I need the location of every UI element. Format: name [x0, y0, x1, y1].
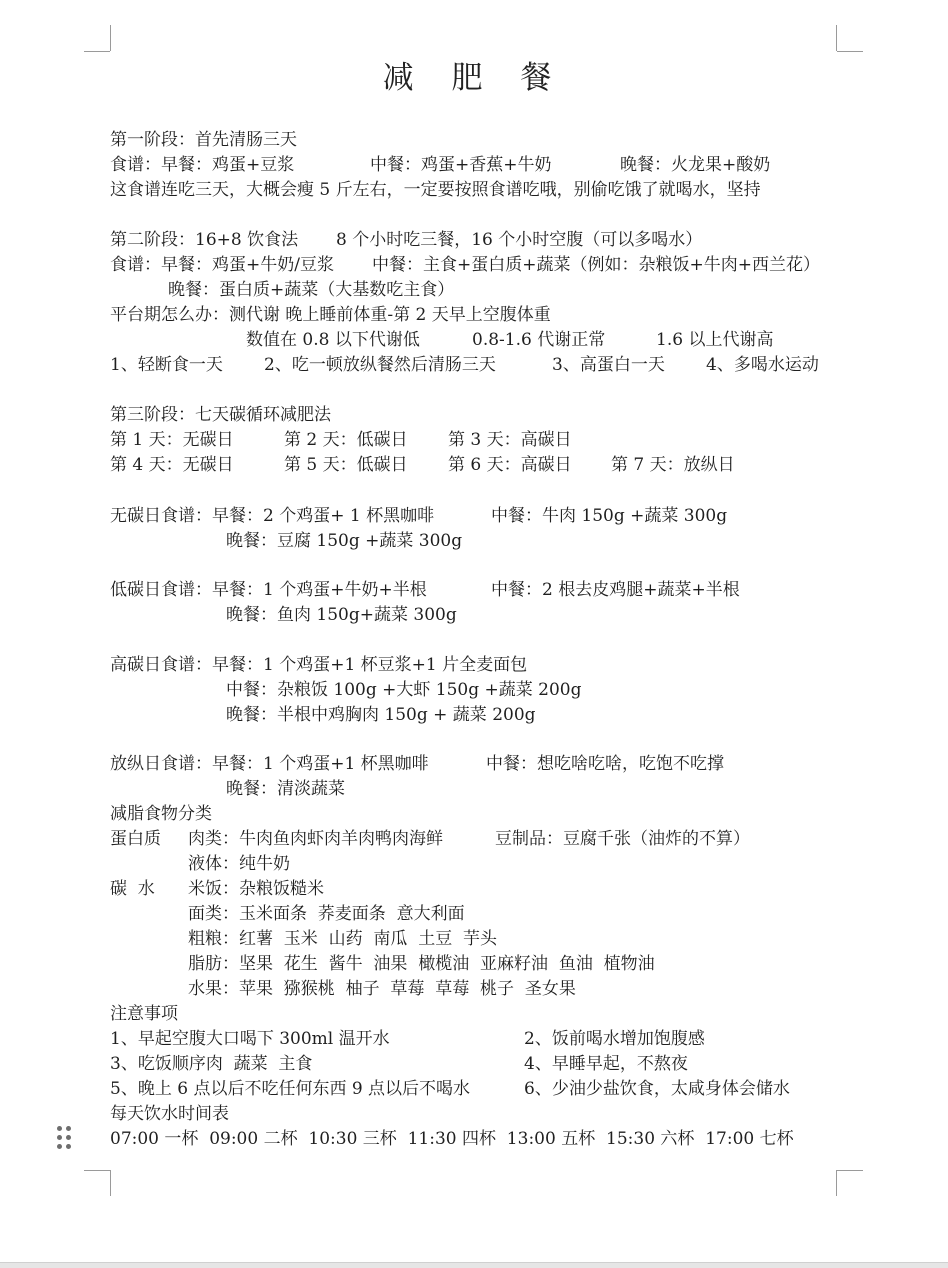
lowcarb-lunch: 中餐：2 根去皮鸡腿+蔬菜+半根	[491, 580, 740, 600]
highcarb-dinner: 晚餐：半根中鸡胸肉 150g + 蔬菜 200g	[226, 705, 536, 725]
note-4: 4、早睡早起，不熬夜	[524, 1054, 688, 1074]
stage2-heading: 第二阶段：16+8 饮食法	[110, 230, 299, 250]
foods-rice: 米饭：杂粮饭糙米	[188, 879, 324, 899]
crop-mark-bl-v	[110, 1170, 111, 1196]
water-schedule: 07:00 一杯 09:00 二杯 10:30 三杯 11:30 四杯 13:00 五杯 15:30 六杯 17:00 七杯	[110, 1129, 794, 1149]
notes-heading: 注意事项	[110, 1004, 178, 1024]
note-3: 3、吃饭顺序肉 蔬菜 主食	[110, 1054, 313, 1074]
stage2-breakfast: 食谱：早餐：鸡蛋+牛奶/豆浆	[110, 255, 334, 275]
stage2-tip1: 1、轻断食一天	[110, 355, 223, 375]
freeday-lunch: 中餐：想吃啥吃啥，吃饱不吃撑	[486, 754, 724, 774]
foods-noodle: 面类：玉米面条 荞麦面条 意大利面	[188, 904, 465, 924]
stage3-day7: 第 7 天：放纵日	[611, 455, 735, 475]
stage2-plateau: 平台期怎么办：测代谢 晚上睡前体重-第 2 天早上空腹体重	[110, 305, 551, 325]
stage3-day4: 第 4 天：无碳日	[110, 455, 234, 475]
note-6: 6、少油少盐饮食，太咸身体会储水	[524, 1079, 790, 1099]
stage1-breakfast: 食谱：早餐：鸡蛋+豆浆	[110, 155, 295, 175]
freeday-dinner: 晚餐：清淡蔬菜	[226, 779, 345, 799]
lowcarb-dinner: 晚餐：鱼肉 150g+蔬菜 300g	[226, 605, 457, 625]
foods-grain: 粗粮：红薯 玉米 山药 南瓜 土豆 芋头	[188, 929, 498, 949]
stage2-heading-tail: 8 个小时吃三餐，16 个小时空腹（可以多喝水）	[336, 230, 703, 250]
stage2-lunch: 中餐：主食+蛋白质+蔬菜（例如：杂粮饭+牛肉+西兰花）	[372, 255, 820, 275]
stage3-day6: 第 6 天：高碳日	[448, 455, 572, 475]
stage3-heading: 第三阶段：七天碳循环减肥法	[110, 405, 331, 425]
stage2-dinner: 晚餐：蛋白质+蔬菜（大基数吃主食）	[168, 280, 455, 300]
stage1-heading: 第一阶段：首先清肠三天	[110, 130, 297, 150]
stage2-tip3: 3、高蛋白一天	[552, 355, 665, 375]
nocarb-lunch: 中餐：牛肉 150g +蔬菜 300g	[491, 506, 728, 526]
foods-protein-label: 蛋白质	[110, 829, 161, 849]
note-5: 5、晚上 6 点以后不吃任何东西 9 点以后不喝水	[110, 1079, 471, 1099]
note-1: 1、早起空腹大口喝下 300ml 温开水	[110, 1029, 390, 1049]
stage3-day5: 第 5 天：低碳日	[284, 455, 408, 475]
stage3-day1: 第 1 天：无碳日	[110, 430, 234, 450]
freeday-breakfast: 放纵日食谱：早餐：1 个鸡蛋+1 杯黑咖啡	[110, 754, 429, 774]
foods-carb-label: 碳 水	[110, 879, 155, 899]
foods-soy: 豆制品：豆腐千张（油炸的不算）	[495, 829, 750, 849]
highcarb-lunch: 中餐：杂粮饭 100g +大虾 150g +蔬菜 200g	[226, 680, 582, 700]
foods-liquid: 液体：纯牛奶	[188, 854, 290, 874]
stage2-tip2: 2、吃一顿放纵餐然后清肠三天	[264, 355, 496, 375]
foods-fat: 脂肪：坚果 花生 酱牛 油果 橄榄油 亚麻籽油 鱼油 植物油	[188, 954, 655, 974]
foods-heading: 减脂食物分类	[110, 804, 212, 824]
nocarb-breakfast: 无碳日食谱：早餐：2 个鸡蛋+ 1 杯黑咖啡	[110, 506, 435, 526]
crop-mark-tl-v	[110, 25, 111, 51]
page-bottom-edge	[0, 1262, 948, 1268]
stage2-value-mid: 0.8-1.6 代谢正常	[472, 330, 606, 350]
stage2-value-low: 数值在 0.8 以下代谢低	[246, 330, 420, 350]
stage3-day3: 第 3 天：高碳日	[448, 430, 572, 450]
foods-fruit: 水果：苹果 猕猴桃 柚子 草莓 草莓 桃子 圣女果	[188, 979, 576, 999]
highcarb-breakfast: 高碳日食谱：早餐：1 个鸡蛋+1 杯豆浆+1 片全麦面包	[110, 655, 528, 675]
stage2-value-high: 1.6 以上代谢高	[656, 330, 774, 350]
crop-mark-bl-h	[84, 1170, 110, 1171]
paragraph-drag-handle-icon[interactable]	[57, 1126, 71, 1150]
water-heading: 每天饮水时间表	[110, 1104, 229, 1124]
crop-mark-tr-h	[837, 51, 863, 52]
stage3-day2: 第 2 天：低碳日	[284, 430, 408, 450]
crop-mark-br-h	[837, 1170, 863, 1171]
lowcarb-breakfast: 低碳日食谱：早餐：1 个鸡蛋+牛奶+半根	[110, 580, 427, 600]
note-2: 2、饭前喝水增加饱腹感	[524, 1029, 705, 1049]
crop-mark-tl-h	[84, 51, 110, 52]
crop-mark-tr-v	[836, 25, 837, 51]
stage1-note: 这食谱连吃三天，大概会瘦 5 斤左右，一定要按照食谱吃哦，别偷吃饿了就喝水，坚持	[110, 180, 761, 200]
crop-mark-br-v	[836, 1170, 837, 1196]
nocarb-dinner: 晚餐：豆腐 150g +蔬菜 300g	[226, 531, 463, 551]
document-title: 减 肥 餐	[382, 60, 566, 96]
stage2-tip4: 4、多喝水运动	[706, 355, 819, 375]
stage1-dinner: 晚餐：火龙果+酸奶	[620, 155, 771, 175]
foods-meat: 肉类：牛肉鱼肉虾肉羊肉鸭肉海鲜	[188, 829, 443, 849]
stage1-lunch: 中餐：鸡蛋+香蕉+牛奶	[370, 155, 552, 175]
